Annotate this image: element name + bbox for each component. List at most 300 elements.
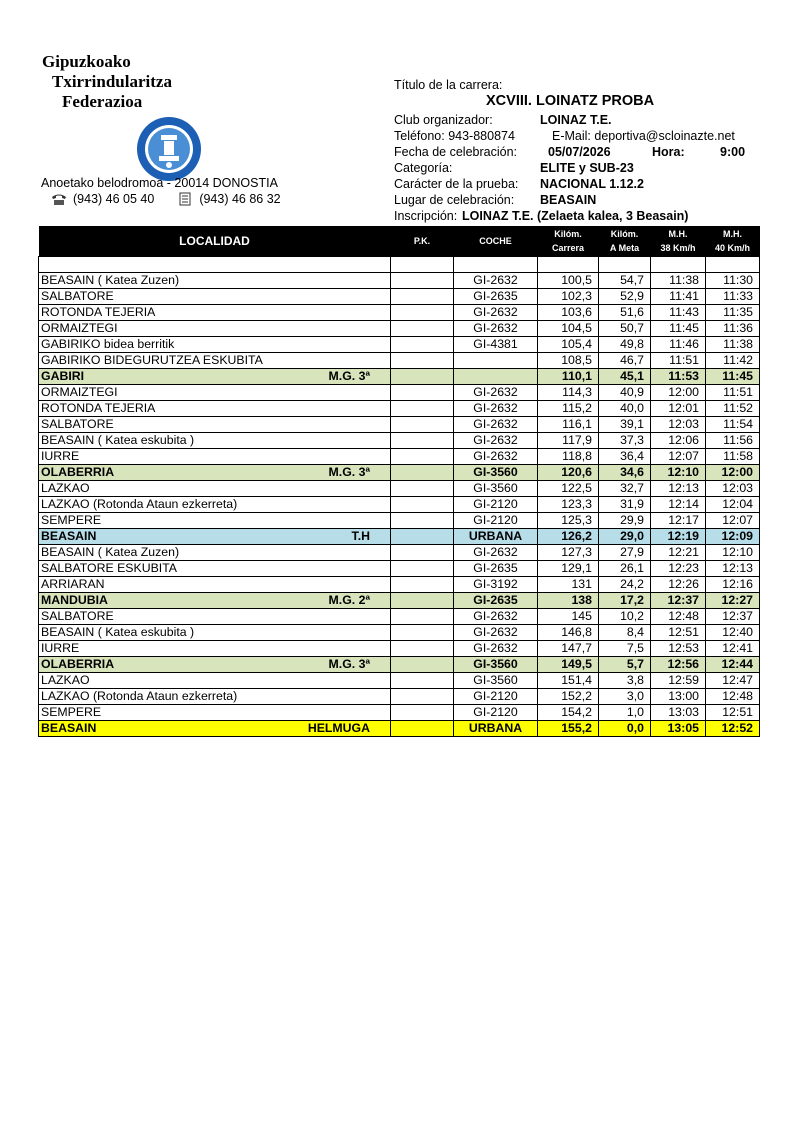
character-row — [394, 176, 644, 192]
localidad-wrap — [41, 449, 388, 464]
localidad-note: M.G. 2ª — [328, 593, 370, 607]
cell-mh38: 12:26 — [651, 577, 706, 593]
localidad-name: ORMAIZTEGI — [41, 385, 118, 399]
table-row — [39, 497, 760, 513]
date-value: 05/07/2026 — [548, 145, 611, 159]
cell-pk — [391, 433, 454, 449]
hour-value: 9:00 — [720, 145, 746, 159]
race-phone: Teléfono: 943-880874 — [394, 129, 515, 143]
cell-km-carrera: 138 — [538, 593, 599, 609]
table-row — [39, 673, 760, 689]
localidad-wrap — [41, 641, 388, 656]
localidad-wrap — [41, 481, 388, 496]
cell-mh38: 12:48 — [651, 609, 706, 625]
cell-km-carrera: 100,5 — [538, 273, 599, 289]
localidad-wrap — [41, 433, 388, 448]
cell-localidad — [39, 609, 391, 625]
cell-mh40: 12:41 — [706, 641, 760, 657]
cell-km-meta: 1,0 — [599, 705, 651, 721]
cell-mh40: 11:45 — [706, 369, 760, 385]
cell-km-carrera: 149,5 — [538, 657, 599, 673]
localidad-note — [370, 337, 388, 352]
cell-km-meta: 10,2 — [599, 609, 651, 625]
club-row — [394, 112, 612, 128]
cell-pk — [391, 577, 454, 593]
cell-pk — [391, 609, 454, 625]
table-row — [39, 289, 760, 305]
cell-km-meta: 27,9 — [599, 545, 651, 561]
cell-mh38: 12:21 — [651, 545, 706, 561]
cell-km-carrera: 102,3 — [538, 289, 599, 305]
cell-km-meta: 32,7 — [599, 481, 651, 497]
localidad-note — [370, 417, 388, 432]
cell-mh38: 12:37 — [651, 593, 706, 609]
cell-localidad — [39, 433, 391, 449]
header-km-meta-line1: Kilóm. — [610, 229, 639, 239]
localidad-note: T.H — [351, 529, 370, 543]
header-coche: COCHE — [454, 226, 538, 257]
cell-km-meta: 52,9 — [599, 289, 651, 305]
cell-mh40: 11:30 — [706, 273, 760, 289]
cell-coche: GI-3560 — [454, 465, 538, 481]
cell-km-carrera: 110,1 — [538, 369, 599, 385]
localidad-wrap — [41, 705, 388, 720]
table-row — [39, 705, 760, 721]
localidad-wrap — [41, 385, 388, 400]
cell-pk — [391, 657, 454, 673]
localidad-note: M.G. 3ª — [328, 465, 370, 479]
cell-km-meta: 46,7 — [599, 353, 651, 369]
localidad-wrap — [41, 369, 388, 384]
cell-km-meta: 37,3 — [599, 433, 651, 449]
cell-pk — [391, 705, 454, 721]
cell-coche: GI-2632 — [454, 641, 538, 657]
cell-localidad — [39, 513, 391, 529]
cell-km-carrera: 103,6 — [538, 305, 599, 321]
place-value: BEASAIN — [540, 193, 597, 207]
header-localidad: LOCALIDAD — [39, 226, 391, 257]
cell-localidad — [39, 593, 391, 609]
localidad-name: SALBATORE — [41, 417, 114, 431]
cell-mh38: 12:56 — [651, 657, 706, 673]
federation-name-line2: Txirrindularitza — [52, 72, 172, 91]
cell-coche: GI-2632 — [454, 545, 538, 561]
localidad-wrap — [41, 465, 388, 480]
cell-km-carrera: 131 — [538, 577, 599, 593]
localidad-wrap — [41, 625, 388, 640]
localidad-name: BEASAIN — [41, 529, 97, 543]
federation-contacts — [50, 192, 281, 206]
race-title-label: Título de la carrera: — [394, 78, 503, 92]
cell-coche: GI-3560 — [454, 673, 538, 689]
date-label: Fecha de celebración: — [394, 145, 517, 159]
cell-mh38: 12:01 — [651, 401, 706, 417]
cell-pk — [391, 497, 454, 513]
cell-km-carrera: 114,3 — [538, 385, 599, 401]
localidad-note — [370, 305, 388, 320]
cell-pk — [391, 401, 454, 417]
localidad-note — [370, 481, 388, 496]
federation-name-line3: Federazioa — [62, 92, 143, 111]
cell-pk — [391, 529, 454, 545]
cell-mh40: 12:04 — [706, 497, 760, 513]
fax-icon — [176, 192, 194, 206]
localidad-note — [370, 609, 388, 624]
cell-pk — [391, 353, 454, 369]
cell-coche: GI-2632 — [454, 449, 538, 465]
localidad-name: BEASAIN ( Katea Zuzen) — [41, 545, 180, 559]
cell-coche: GI-2120 — [454, 497, 538, 513]
cell-km-carrera: 126,2 — [538, 529, 599, 545]
cell-localidad — [39, 417, 391, 433]
cell-km-carrera: 123,3 — [538, 497, 599, 513]
localidad-note — [370, 673, 388, 688]
cell-km-meta: 7,5 — [599, 641, 651, 657]
club-value: LOINAZ T.E. — [540, 113, 612, 127]
cell-pk — [391, 273, 454, 289]
cell-mh38: 11:38 — [651, 273, 706, 289]
cell-km-carrera: 122,5 — [538, 481, 599, 497]
category-value: ELITE y SUB-23 — [540, 161, 634, 175]
cell-pk — [391, 481, 454, 497]
itinerary-table — [38, 226, 760, 737]
cell-localidad — [39, 673, 391, 689]
cell-mh40: 11:51 — [706, 385, 760, 401]
blank-cell — [39, 257, 391, 273]
localidad-wrap — [41, 609, 388, 624]
localidad-note — [370, 641, 388, 656]
table-header-row — [39, 226, 760, 257]
cell-localidad — [39, 561, 391, 577]
table-row — [39, 449, 760, 465]
table-row — [39, 417, 760, 433]
inscription-value: LOINAZ T.E. (Zelaeta kalea, 3 Beasain) — [462, 209, 689, 223]
localidad-wrap — [41, 273, 388, 288]
table-row — [39, 337, 760, 353]
cell-mh40: 12:37 — [706, 609, 760, 625]
cell-mh40: 11:36 — [706, 321, 760, 337]
phone-number: (943) 46 05 40 — [73, 192, 155, 206]
table-row — [39, 657, 760, 673]
table-row — [39, 545, 760, 561]
localidad-name: BEASAIN ( Katea eskubita ) — [41, 625, 195, 639]
localidad-name: BEASAIN ( Katea eskubita ) — [41, 433, 195, 447]
localidad-name: ARRIARAN — [41, 577, 105, 591]
header-km-carrera-line1: Kilóm. — [554, 229, 582, 239]
table-body — [39, 257, 760, 737]
table-row — [39, 385, 760, 401]
table-row — [39, 721, 760, 737]
localidad-note — [370, 385, 388, 400]
blank-cell — [651, 257, 706, 273]
localidad-name: MANDUBIA — [41, 593, 108, 607]
table-row — [39, 641, 760, 657]
header-mh38 — [651, 226, 706, 257]
localidad-note — [370, 353, 388, 368]
localidad-wrap — [41, 417, 388, 432]
table-row — [39, 625, 760, 641]
cell-mh38: 12:03 — [651, 417, 706, 433]
localidad-wrap — [41, 289, 388, 304]
cell-mh38: 12:53 — [651, 641, 706, 657]
cell-km-meta: 3,0 — [599, 689, 651, 705]
cell-km-carrera: 118,8 — [538, 449, 599, 465]
header-mh38-line1: M.H. — [668, 229, 688, 239]
cell-localidad — [39, 465, 391, 481]
localidad-note — [370, 497, 388, 512]
cell-km-meta: 50,7 — [599, 321, 651, 337]
localidad-wrap — [41, 657, 388, 672]
cell-mh40: 12:09 — [706, 529, 760, 545]
cell-coche — [454, 369, 538, 385]
cell-mh38: 12:10 — [651, 465, 706, 481]
localidad-name: GABIRI — [41, 369, 85, 383]
localidad-note — [370, 625, 388, 640]
cell-km-meta: 17,2 — [599, 593, 651, 609]
phone-email-row — [394, 128, 735, 144]
cell-mh40: 11:35 — [706, 305, 760, 321]
federation-name-line1: Gipuzkoako — [42, 52, 131, 71]
header-km-carrera — [538, 226, 599, 257]
cell-km-carrera: 116,1 — [538, 417, 599, 433]
cell-mh40: 11:38 — [706, 337, 760, 353]
table-row — [39, 273, 760, 289]
localidad-note — [370, 289, 388, 304]
cell-localidad — [39, 481, 391, 497]
cell-pk — [391, 465, 454, 481]
cell-mh38: 13:03 — [651, 705, 706, 721]
cell-localidad — [39, 369, 391, 385]
cell-km-meta: 0,0 — [599, 721, 651, 737]
cell-km-carrera: 152,2 — [538, 689, 599, 705]
cell-mh38: 12:07 — [651, 449, 706, 465]
cell-km-meta: 26,1 — [599, 561, 651, 577]
club-label: Club organizador: — [394, 113, 493, 127]
cell-mh40: 11:42 — [706, 353, 760, 369]
localidad-wrap — [41, 305, 388, 320]
cell-mh40: 12:16 — [706, 577, 760, 593]
localidad-wrap — [41, 593, 388, 608]
cell-coche: GI-3560 — [454, 481, 538, 497]
cell-localidad — [39, 273, 391, 289]
localidad-note — [370, 689, 388, 704]
table-row-blank — [39, 257, 760, 273]
cell-mh40: 12:51 — [706, 705, 760, 721]
cell-mh38: 11:46 — [651, 337, 706, 353]
table-row — [39, 401, 760, 417]
localidad-wrap — [41, 545, 388, 560]
cell-localidad — [39, 577, 391, 593]
cell-mh38: 12:14 — [651, 497, 706, 513]
localidad-wrap — [41, 673, 388, 688]
cell-localidad — [39, 353, 391, 369]
cell-coche: GI-2635 — [454, 593, 538, 609]
cell-localidad — [39, 689, 391, 705]
localidad-note — [370, 321, 388, 336]
cell-localidad — [39, 497, 391, 513]
table-row — [39, 561, 760, 577]
localidad-note — [370, 577, 388, 592]
cell-mh40: 12:47 — [706, 673, 760, 689]
category-label: Categoría: — [394, 161, 453, 175]
cell-pk — [391, 561, 454, 577]
localidad-wrap — [41, 321, 388, 336]
cell-coche: GI-2635 — [454, 561, 538, 577]
inscription-row — [394, 208, 689, 224]
localidad-name: SEMPERE — [41, 513, 102, 527]
cell-coche: GI-2120 — [454, 705, 538, 721]
localidad-note: M.G. 3ª — [328, 369, 370, 383]
cell-localidad — [39, 321, 391, 337]
localidad-note — [370, 545, 388, 560]
cell-km-meta: 29,9 — [599, 513, 651, 529]
cell-mh38: 12:00 — [651, 385, 706, 401]
cell-km-meta: 8,4 — [599, 625, 651, 641]
header-km-carrera-line2: Carrera — [551, 243, 585, 253]
fax-number: (943) 46 86 32 — [199, 192, 281, 206]
cell-km-carrera: 117,9 — [538, 433, 599, 449]
cell-pk — [391, 289, 454, 305]
localidad-note — [370, 561, 388, 576]
cell-mh38: 12:59 — [651, 673, 706, 689]
localidad-name: LAZKAO — [41, 673, 90, 687]
cell-mh38: 11:43 — [651, 305, 706, 321]
cell-mh38: 12:06 — [651, 433, 706, 449]
localidad-name: SALBATORE ESKUBITA — [41, 561, 177, 575]
cell-km-carrera: 155,2 — [538, 721, 599, 737]
localidad-name: SALBATORE — [41, 289, 114, 303]
cell-mh38: 11:51 — [651, 353, 706, 369]
cell-km-meta: 39,1 — [599, 417, 651, 433]
localidad-wrap — [41, 513, 388, 528]
blank-cell — [706, 257, 760, 273]
cell-km-meta: 49,8 — [599, 337, 651, 353]
table-row — [39, 609, 760, 625]
localidad-wrap — [41, 689, 388, 704]
localidad-wrap — [41, 561, 388, 576]
cell-mh38: 12:23 — [651, 561, 706, 577]
cell-km-meta: 24,2 — [599, 577, 651, 593]
cell-km-carrera: 115,2 — [538, 401, 599, 417]
cell-km-meta: 40,9 — [599, 385, 651, 401]
table-row — [39, 593, 760, 609]
cell-coche: GI-2632 — [454, 401, 538, 417]
cell-mh40: 11:58 — [706, 449, 760, 465]
localidad-name: ROTONDA TEJERIA — [41, 305, 156, 319]
cell-localidad — [39, 305, 391, 321]
cell-mh40: 12:13 — [706, 561, 760, 577]
cell-coche: GI-3192 — [454, 577, 538, 593]
category-row — [394, 160, 634, 176]
localidad-name: ROTONDA TEJERIA — [41, 401, 156, 415]
localidad-name: OLABERRIA — [41, 657, 115, 671]
cell-coche: URBANA — [454, 721, 538, 737]
blank-cell — [538, 257, 599, 273]
table-row — [39, 321, 760, 337]
cell-km-carrera: 120,6 — [538, 465, 599, 481]
cell-pk — [391, 337, 454, 353]
cell-coche: GI-2632 — [454, 273, 538, 289]
localidad-note — [370, 273, 388, 288]
cell-km-carrera: 147,7 — [538, 641, 599, 657]
cell-localidad — [39, 545, 391, 561]
table-row — [39, 433, 760, 449]
cell-mh38: 11:41 — [651, 289, 706, 305]
table-row — [39, 689, 760, 705]
date-row — [394, 144, 746, 160]
cell-mh38: 11:53 — [651, 369, 706, 385]
localidad-wrap — [41, 721, 388, 736]
localidad-name: SEMPERE — [41, 705, 102, 719]
cell-mh40: 11:33 — [706, 289, 760, 305]
cell-mh40: 12:07 — [706, 513, 760, 529]
localidad-wrap — [41, 353, 388, 368]
cell-coche: GI-2120 — [454, 513, 538, 529]
cell-km-meta: 34,6 — [599, 465, 651, 481]
header-mh40 — [706, 226, 760, 257]
localidad-name: ORMAIZTEGI — [41, 321, 118, 335]
race-title: XCVIII. LOINATZ PROBA — [486, 93, 655, 109]
cell-pk — [391, 721, 454, 737]
localidad-note: M.G. 3ª — [328, 657, 370, 671]
localidad-note — [370, 449, 388, 464]
cell-mh40: 11:56 — [706, 433, 760, 449]
header-pk: P.K. — [391, 226, 454, 257]
localidad-name: GABIRIKO bidea berritik — [41, 337, 175, 351]
cell-localidad — [39, 385, 391, 401]
localidad-name: LAZKAO (Rotonda Ataun ezkerreta) — [41, 689, 238, 703]
table-row — [39, 465, 760, 481]
localidad-name: BEASAIN ( Katea Zuzen) — [41, 273, 180, 287]
cell-coche: GI-2632 — [454, 609, 538, 625]
cell-mh40: 12:27 — [706, 593, 760, 609]
cell-km-meta: 51,6 — [599, 305, 651, 321]
cell-mh38: 12:51 — [651, 625, 706, 641]
table-row — [39, 305, 760, 321]
localidad-note — [370, 433, 388, 448]
table-row — [39, 369, 760, 385]
cell-km-carrera: 104,5 — [538, 321, 599, 337]
table-row — [39, 529, 760, 545]
table-row — [39, 353, 760, 369]
localidad-name: BEASAIN — [41, 721, 97, 735]
cell-pk — [391, 625, 454, 641]
localidad-name: IURRE — [41, 641, 80, 655]
cell-pk — [391, 369, 454, 385]
cell-km-carrera: 145 — [538, 609, 599, 625]
cell-pk — [391, 321, 454, 337]
localidad-name: LAZKAO — [41, 481, 90, 495]
cell-coche: GI-2635 — [454, 289, 538, 305]
cell-mh38: 13:05 — [651, 721, 706, 737]
cell-coche: GI-4381 — [454, 337, 538, 353]
blank-cell — [599, 257, 651, 273]
cell-pk — [391, 545, 454, 561]
cell-coche: GI-2632 — [454, 625, 538, 641]
localidad-note — [370, 513, 388, 528]
cell-km-carrera: 125,3 — [538, 513, 599, 529]
cell-mh40: 11:54 — [706, 417, 760, 433]
cell-localidad — [39, 625, 391, 641]
localidad-wrap — [41, 577, 388, 592]
cell-localidad — [39, 289, 391, 305]
table-row — [39, 577, 760, 593]
federation-address: Anoetako belodromoa - 20014 DONOSTIA — [41, 176, 278, 190]
cell-km-meta: 54,7 — [599, 273, 651, 289]
cell-pk — [391, 449, 454, 465]
localidad-note: HELMUGA — [307, 721, 370, 735]
cell-coche: GI-2632 — [454, 417, 538, 433]
